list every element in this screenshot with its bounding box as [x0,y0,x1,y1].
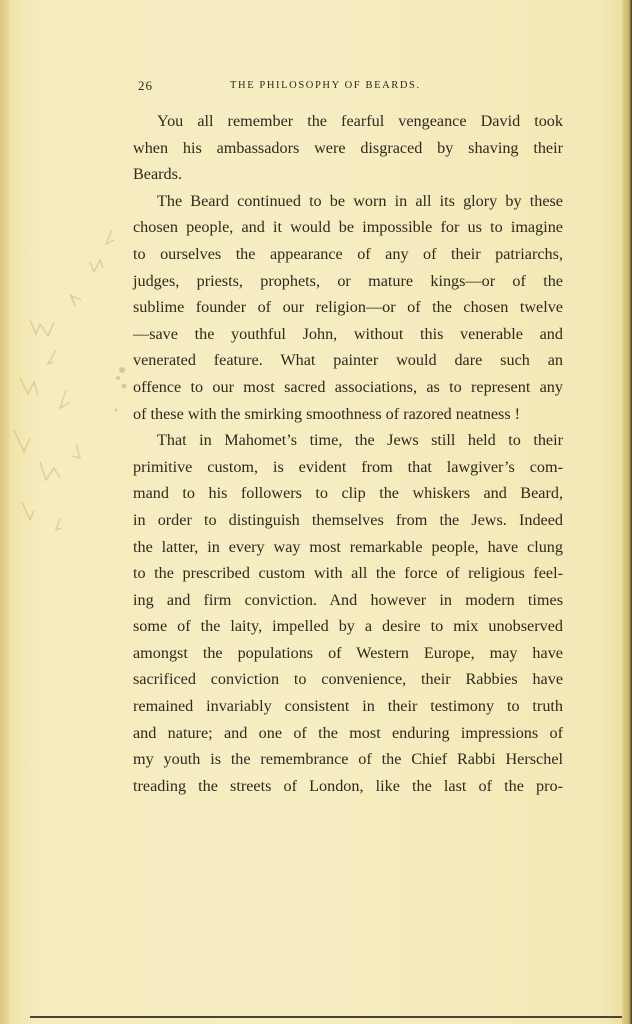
text-line: sacrificed conviction to convenience, their Rabbies have [133,670,563,689]
text-line: treading the streets of London, like the last of the pro- [133,776,563,795]
text-line: mand to his followers to clip the whiskers and Beard, [133,484,563,503]
text-line: ing and firm conviction. And however in modern times [133,590,563,609]
text-line: That in Mahomet’s time, the Jews still held to their [157,431,563,450]
bottom-edge-rule [30,1016,622,1018]
text-line: in order to distinguish themselves from the Jews. Indeed [133,510,563,529]
text-line: offence to our most sacred associations, as to represent any [133,377,563,396]
text-line: amongst the populations of Western Europe, may have [133,643,563,662]
body-text [133,108,563,799]
text-line: when his ambassadors were disgraced by shaving their [133,138,563,157]
text-line: —save the youthful John, without this venerable and [133,324,563,343]
paragraph-3 [133,427,563,799]
page-number: 26 [138,78,153,93]
text-line: to the prescribed custom with all the force of religious feel- [133,564,563,583]
text-line: Beards. [133,165,182,184]
paragraph-2 [133,188,563,427]
show-through-ink-marks [0,200,130,560]
text-line: and nature; and one of the most enduring impressions of [133,723,563,742]
running-header [138,78,568,98]
text-line: remained invariably consistent in their testimony to truth [133,697,563,716]
text-line: judges, priests, prophets, or mature kings—or of the [133,271,563,290]
text-line: chosen people, and it would be impossible for us to imagine [133,218,563,237]
running-head-title: THE PHILOSOPHY OF BEARDS. [230,80,421,91]
text-line: to ourselves the appearance of any of their patriarchs, [133,244,563,263]
text-line: sublime founder of our religion—or of the chosen twelve [133,298,563,317]
page-right-edge [622,0,632,1024]
text-line: You all remember the fearful vengeance David took [157,112,563,130]
text-line: primitive custom, is evident from that lawgiver’s com- [133,457,563,476]
text-line: of these with the smirking smoothness of razored neatness ! [133,404,521,423]
text-line: The Beard continued to be worn in all its glory by these [157,191,563,210]
text-line: some of the laity, impelled by a desire to mix unobserved [133,617,563,636]
text-line: my youth is the remembrance of the Chief Rabbi Herschel [133,750,563,769]
text-line: venerated feature. What painter would dare such an [133,351,563,370]
paragraph-1 [133,108,563,188]
text-line: the latter, in every way most remarkable people, have clung [133,537,563,556]
